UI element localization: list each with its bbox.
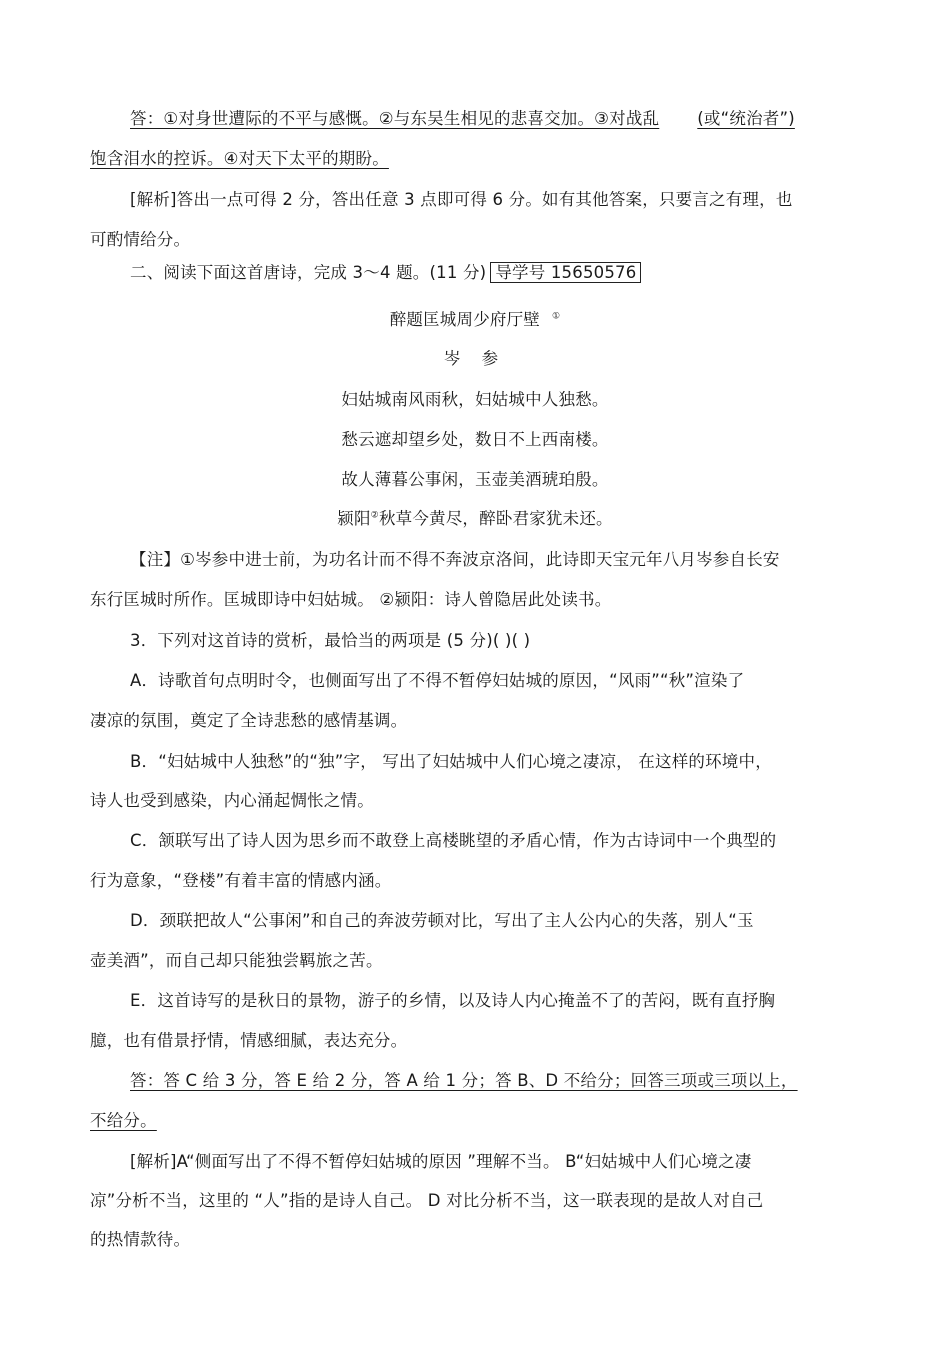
question3-stem: 3．下列对这首诗的赏析，最恰当的两项是 (5 分)( )( ) (130, 631, 531, 650)
poem-line-4-head: 颍阳 (337, 509, 371, 528)
answer1-line1 (130, 108, 795, 130)
answer1-line1-tail: (或“统治者”) (697, 109, 795, 128)
poem-line-1: 妇姑城南风雨秋，妇姑城中人独愁。 (341, 390, 609, 409)
option-b-line2: 诗人也受到感染，内心涌起惆怅之情。 (90, 791, 374, 810)
question3-analysis-line2: 凉”分析不当，这里的 “人”指的是诗人自己。 D 对比分析不当，这一联表现的是故人对自己 (90, 1191, 764, 1210)
option-a-line2: 凄凉的氛围，奠定了全诗悲愁的感情基调。 (90, 711, 408, 730)
option-c-line1: C．颔联写出了诗人因为思乡而不敢登上高楼眺望的矛盾心情，作为古诗词中一个典型的 (130, 831, 777, 850)
poem-author: 岑 参 (443, 349, 507, 368)
poem-line-4-note: ② (370, 510, 379, 521)
poem-title (0, 309, 950, 331)
question3-answer-line1-text: 答：答 C 给 3 分，答 E 给 2 分，答 A 给 1 分；答 B、D 不给分；回答三项或三项以上， (130, 1071, 798, 1090)
section2-heading (130, 262, 641, 284)
option-a-line1: A．诗歌首句点明时令，也侧面写出了不得不暂停妇姑城的原因，“风雨”“秋”渲染了 (130, 671, 745, 690)
poem-title-text: 醉题匡城周少府厅壁 (389, 310, 541, 329)
section2-heading-text: 二、阅读下面这首唐诗，完成 3～4 题。(11 分) (130, 263, 487, 282)
option-d-line2: 壶美酒”，而自己却只能独尝羁旅之苦。 (90, 951, 383, 970)
answer1-line2-text: 饱含泪水的控诉。④对天下太平的期盼。 (90, 149, 389, 168)
option-d-line1: D．颈联把故人“公事闲”和自己的奔波劳顿对比，写出了主人公内心的失落，别人“玉 (130, 911, 754, 930)
question3-answer-line2-text: 不给分。 (90, 1111, 157, 1130)
answer1-line1-text: 答：①对身世遭际的不平与感慨。②与东吴生相见的悲喜交加。③对战乱 (130, 109, 660, 128)
note-line2: 东行匡城时所作。匡城即诗中妇姑城。 ②颍阳：诗人曾隐居此处读书。 (90, 590, 612, 609)
analysis1-line1: [解析]答出一点可得 2 分，答出任意 3 点即可得 6 分。如有其他答案，只要言之有理，也 (130, 190, 793, 209)
note-line1: 【注】①岑参中进士前，为功名计而不得不奔波京洛间，此诗即天宝元年八月岑参自长安 (130, 550, 780, 569)
question3-analysis-line1: [解析]A“侧面写出了不得不暂停妇姑城的原因 ”理解不当。 B“妇姑城中人们心境之凄 (130, 1152, 752, 1171)
poem-line-4-tail: 秋草今黄尽，醉卧君家犹未还。 (378, 509, 613, 528)
option-e-line1: E．这首诗写的是秋日的景物，游子的乡情，以及诗人内心掩盖不了的苦闷，既有直抒胸 (130, 991, 776, 1010)
question3-answer-line2 (90, 1110, 157, 1132)
guide-number-box: 导学号 15650576 (490, 262, 641, 283)
answer1-line2 (90, 148, 405, 170)
option-b-line1: B．“妇姑城中人独愁”的“独”字， 写出了妇姑城中人们心境之凄凉， 在这样的环境中， (130, 752, 772, 771)
option-c-line2: 行为意象，“登楼”有着丰富的情感内涵。 (90, 871, 392, 890)
poem-line-2: 愁云遮却望乡处，数日不上西南楼。 (341, 430, 609, 449)
question3-analysis-line3: 的热情款待。 (90, 1230, 191, 1249)
analysis1-line2: 可酌情给分。 (90, 230, 191, 249)
poem-line-4 (0, 508, 950, 530)
poem-title-note: ① (552, 311, 561, 322)
question3-answer-line1 (130, 1070, 812, 1092)
poem-line-3: 故人薄暮公事闲，玉壶美酒琥珀殷。 (341, 470, 609, 489)
option-e-line2: 臆，也有借景抒情，情感细腻，表达充分。 (90, 1031, 408, 1050)
